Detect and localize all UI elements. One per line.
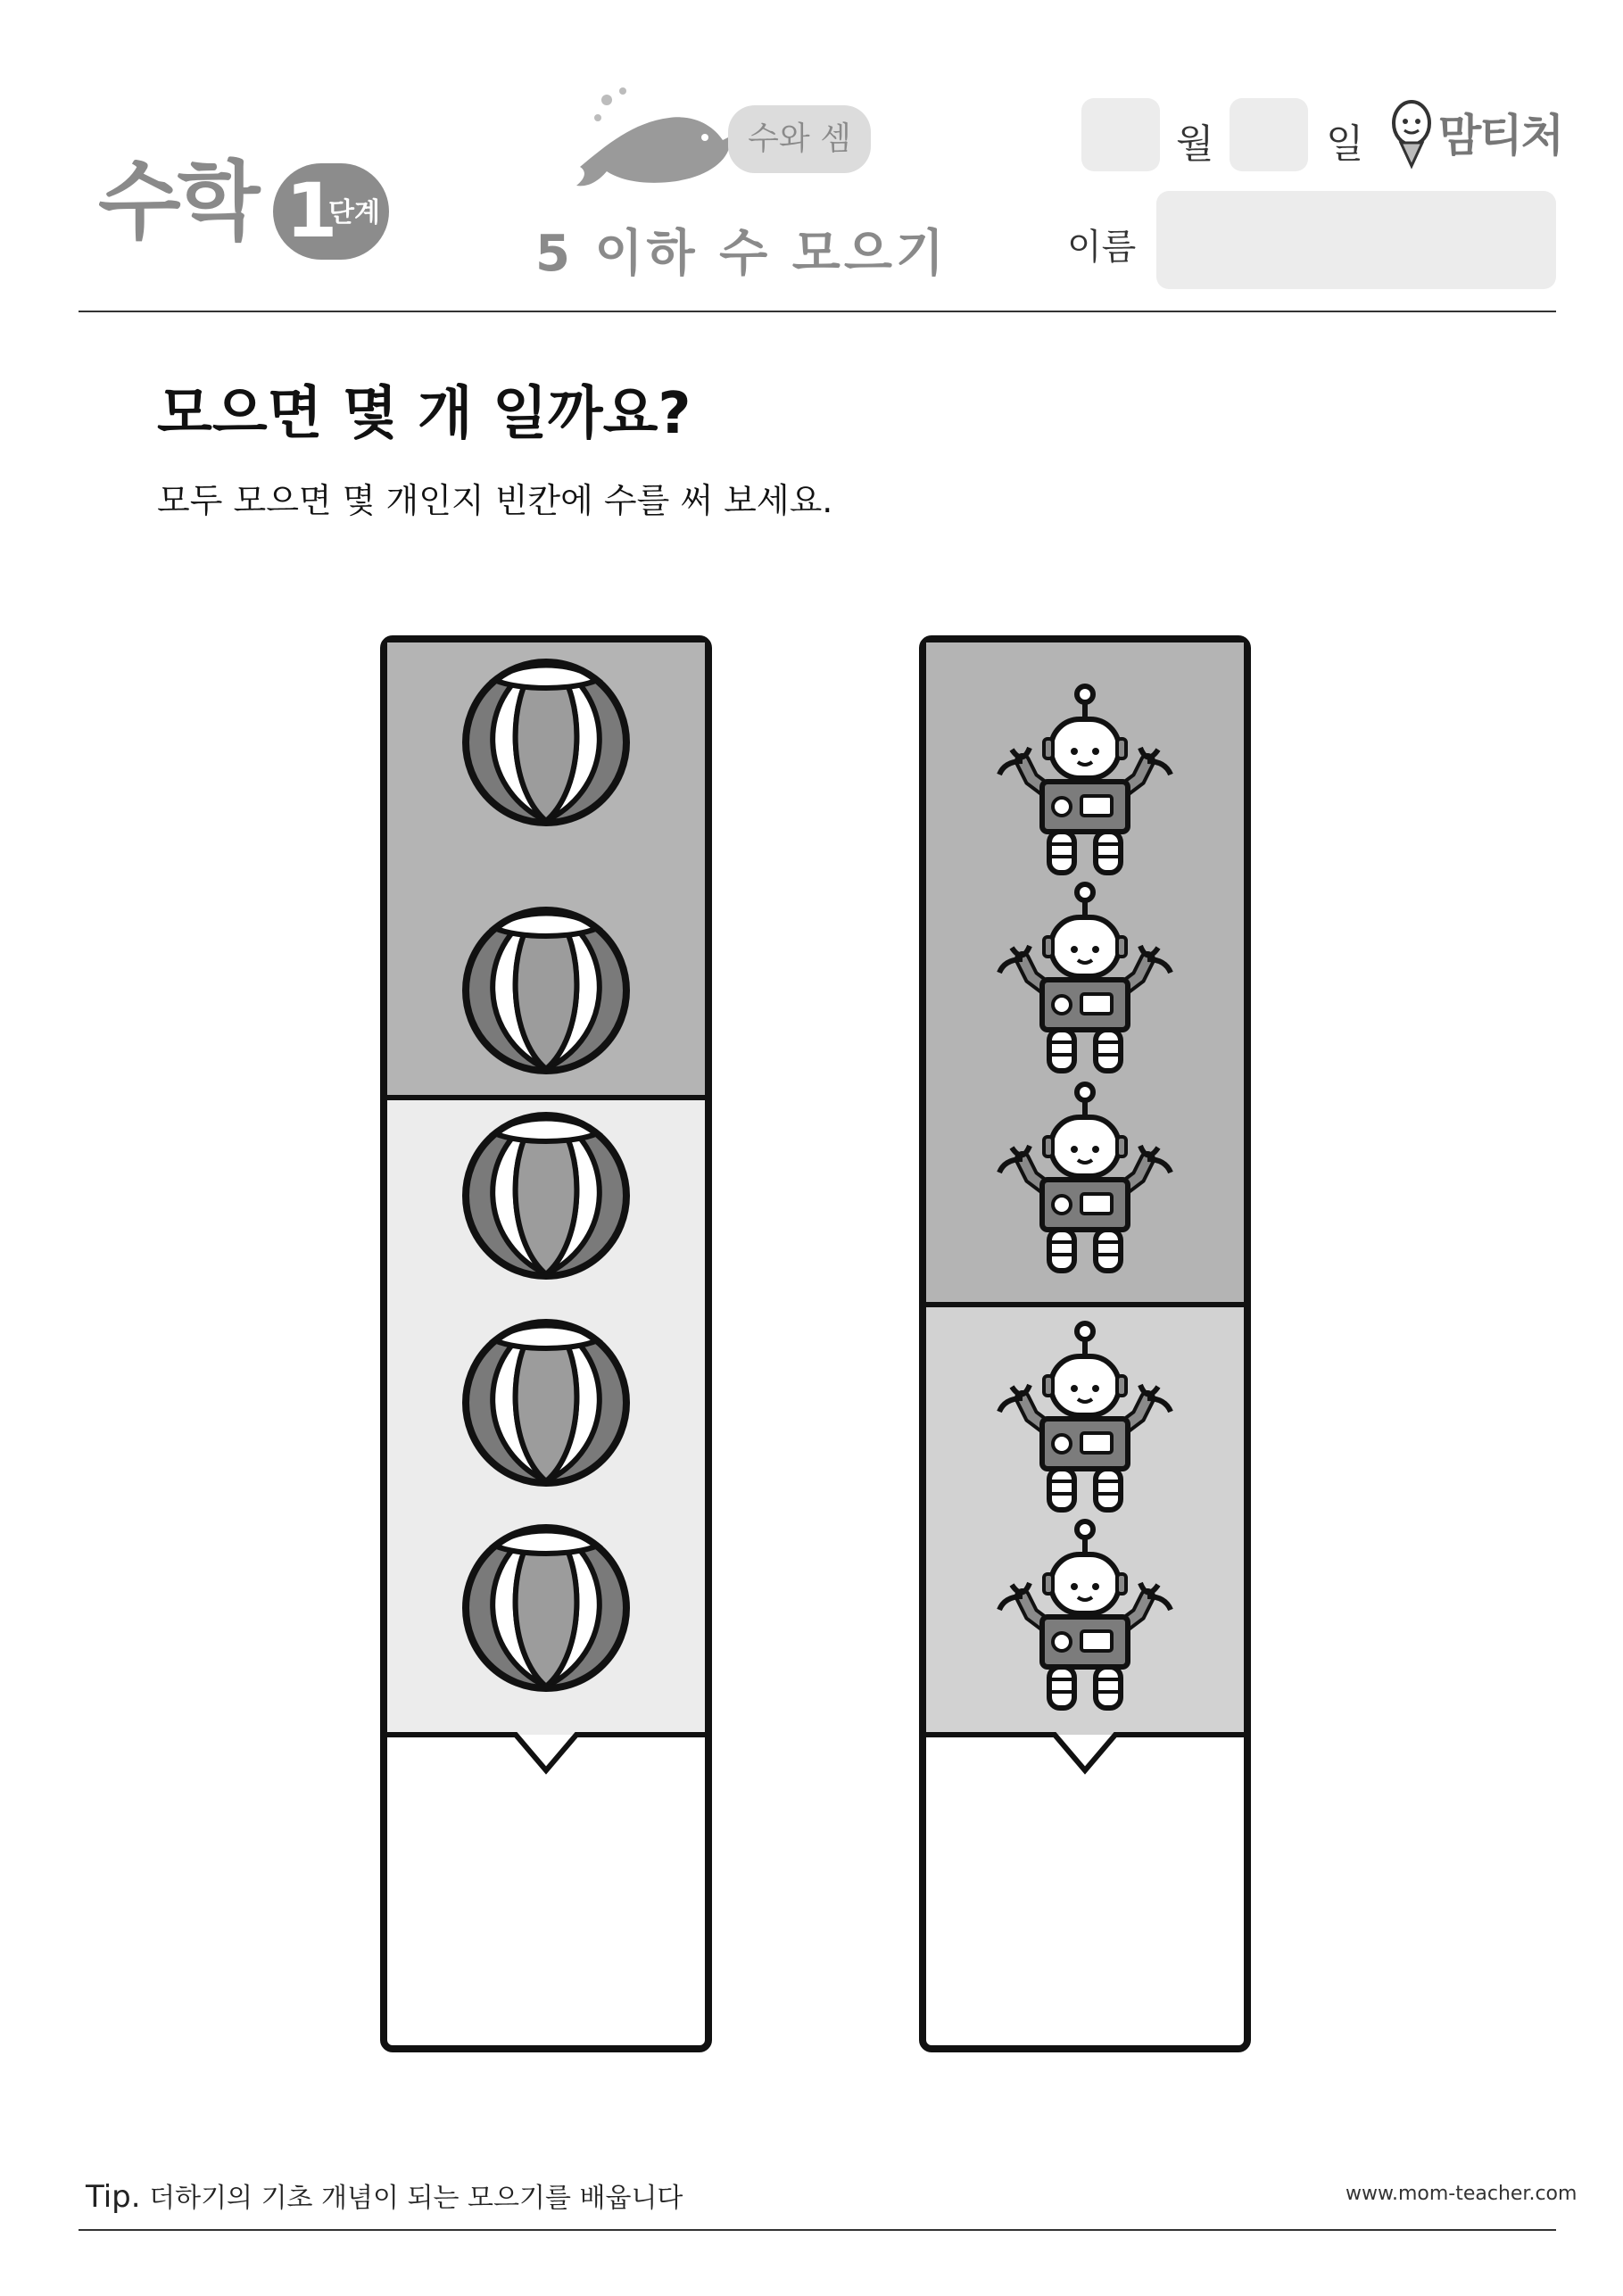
beach-ball-icon <box>466 910 626 1071</box>
footer-tip <box>86 2176 683 2215</box>
beach-ball-icon <box>466 1322 626 1483</box>
brand-logo: 맘티처 <box>1438 110 1562 162</box>
level-number: 1 <box>286 167 338 254</box>
month-label: 월 <box>1176 121 1214 167</box>
beach-ball-icon <box>466 1115 626 1276</box>
tip-text: 더하기의 기초 개념이 되는 모으기를 배웁니다 <box>149 2183 683 2214</box>
answer-blank-robots[interactable] <box>932 1776 1238 2040</box>
topic-badge: 수와 셈 <box>728 105 871 173</box>
subject-logo: 수학 <box>98 152 257 252</box>
answer-blank-balls[interactable] <box>393 1776 700 2040</box>
footer-divider <box>79 2229 1556 2231</box>
lesson-title: 5 이하 수 모으기 <box>535 225 948 283</box>
beach-ball-icon <box>466 662 626 823</box>
beach-ball-icon <box>466 1528 626 1688</box>
question-title: 모으면 몇 개 일까요? <box>157 381 691 447</box>
site-url: www.mom-teacher.com <box>1346 2183 1577 2205</box>
name-label: 이름 <box>1067 227 1137 268</box>
level-word: 단계 <box>328 197 380 228</box>
day-label: 일 <box>1326 121 1364 167</box>
tip-label: Tip. <box>86 2179 141 2215</box>
instruction-text: 모두 모으면 몇 개인지 빈칸에 수를 써 보세요. <box>157 481 833 520</box>
